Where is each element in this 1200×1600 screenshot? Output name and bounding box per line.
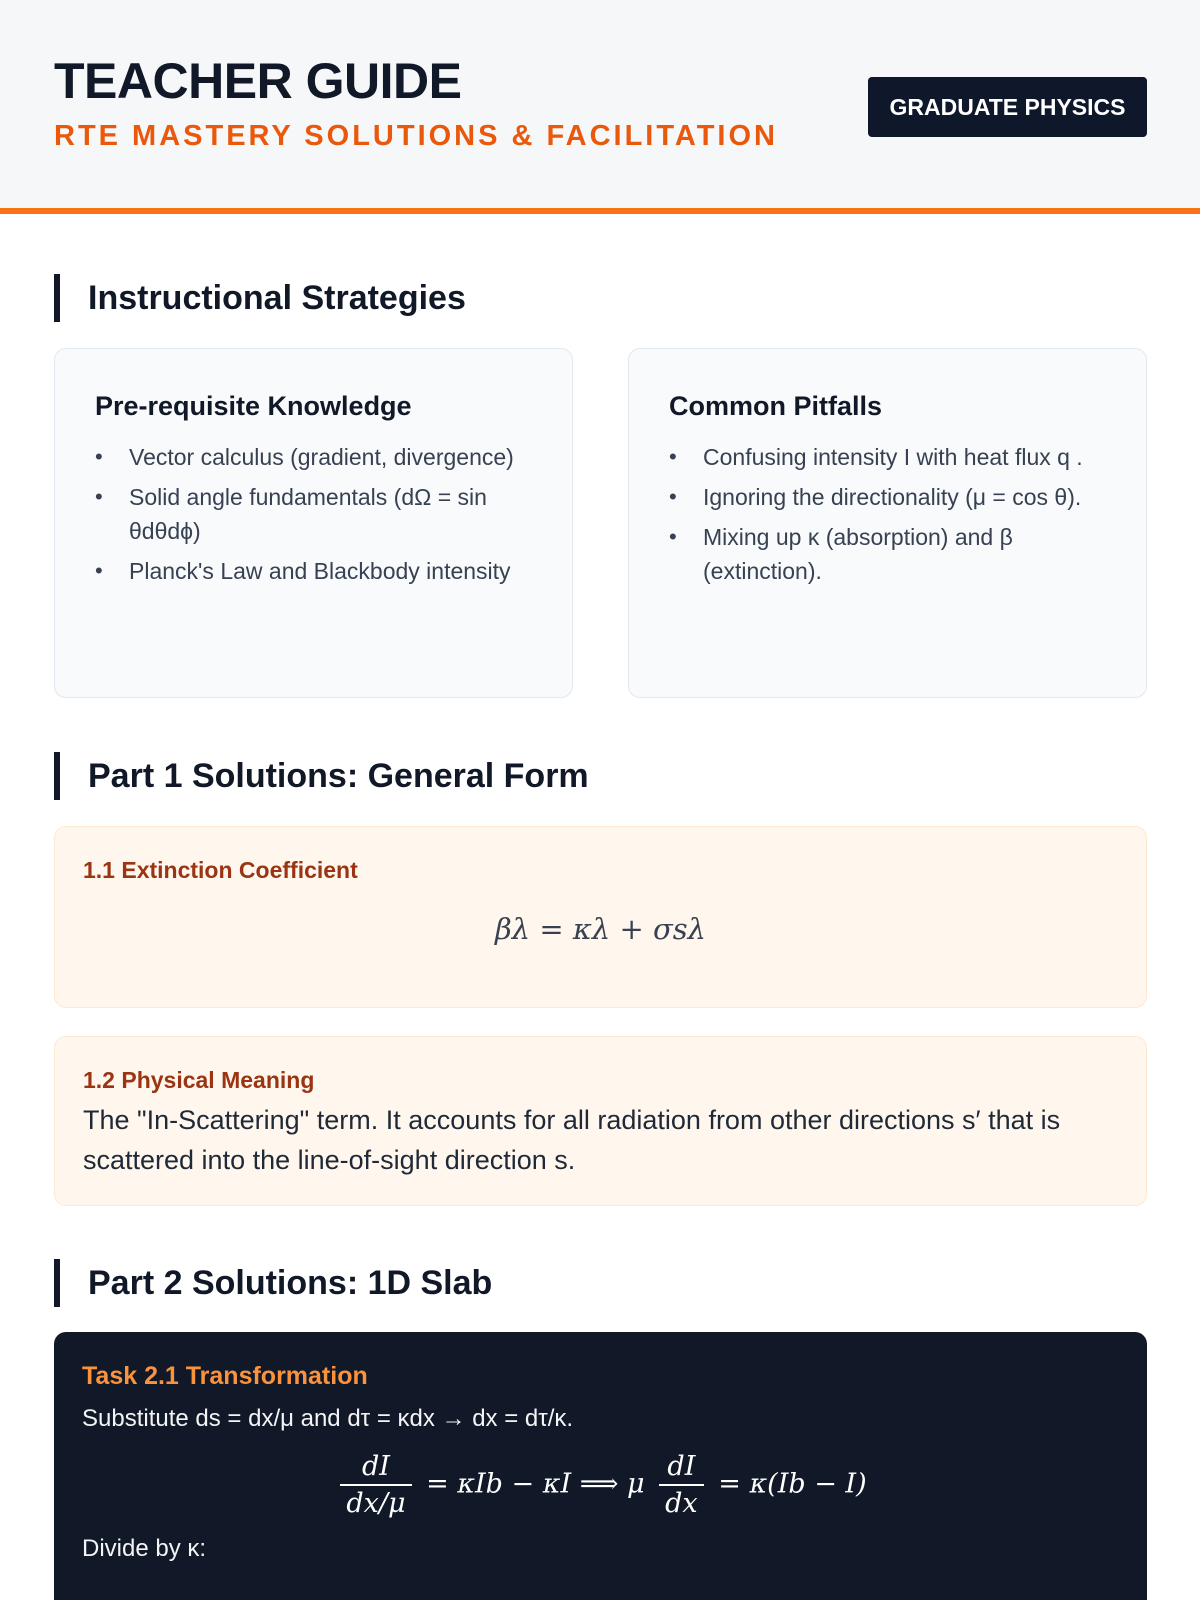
extinction-formula: βλ = κλ + σsλ [494, 912, 707, 946]
fraction-numerator: dI [659, 1451, 704, 1486]
page-title: TEACHER GUIDE [54, 53, 462, 109]
list-item: • Solid angle fundamentals (dΩ = sin θdθdϕ) [95, 480, 532, 548]
prerequisite-list [95, 440, 532, 588]
pitfalls-list [669, 440, 1106, 588]
prerequisite-card [54, 348, 573, 698]
physical-meaning-box [54, 1036, 1147, 1206]
extinction-coefficient-title: 1.1 Extinction Coefficient [83, 857, 358, 883]
pitfalls-card-title: Common Pitfalls [669, 391, 883, 421]
list-item: • Planck's Law and Blackbody intensity [95, 554, 532, 588]
section-heading-part1: Part 1 Solutions: General Form [54, 752, 589, 800]
list-item: • Mixing up κ (absorption) and β (extinction). [669, 520, 1106, 588]
fraction-denominator: dx [665, 1488, 698, 1519]
fraction-denominator: dx/μ [346, 1488, 406, 1519]
section-heading-part2: Part 2 Solutions: 1D Slab [54, 1259, 492, 1307]
list-item: • Confusing intensity I with heat flux q . [669, 440, 1106, 474]
fraction-left [340, 1451, 411, 1519]
equation-middle: = κIb − κI ⟹ μ [426, 1468, 645, 1500]
task-transformation-box [54, 1332, 1147, 1600]
fraction-right [659, 1451, 704, 1519]
transformation-equation [82, 1451, 1119, 1519]
level-badge: GRADUATE PHYSICS [868, 77, 1147, 137]
fraction-numerator: dI [340, 1451, 411, 1486]
physical-meaning-text: The "In-Scattering" term. It accounts for all radiation from other directions s′ that is scattered into the line-of-sight direction s. [83, 1105, 1061, 1175]
task-title: Task 2.1 Transformation [82, 1362, 368, 1390]
physical-meaning-title: 1.2 Physical Meaning [83, 1067, 315, 1093]
pitfalls-card [628, 348, 1147, 698]
page-subtitle: RTE MASTERY SOLUTIONS & FACILITATION [54, 120, 778, 152]
list-item: • Ignoring the directionality (μ = cos θ). [669, 480, 1106, 514]
page-header [0, 0, 1200, 214]
list-item: • Vector calculus (gradient, divergence) [95, 440, 532, 474]
section-heading-strategies: Instructional Strategies [54, 274, 466, 322]
task-note: Divide by κ: [82, 1535, 207, 1562]
equation-right: = κ(Ib − I) [718, 1468, 867, 1500]
extinction-coefficient-box [54, 826, 1147, 1008]
task-substitution-text: Substitute ds = dx/μ and dτ = κdx → dx = dτ/κ. [82, 1405, 574, 1432]
prerequisite-card-title: Pre-requisite Knowledge [95, 391, 412, 421]
